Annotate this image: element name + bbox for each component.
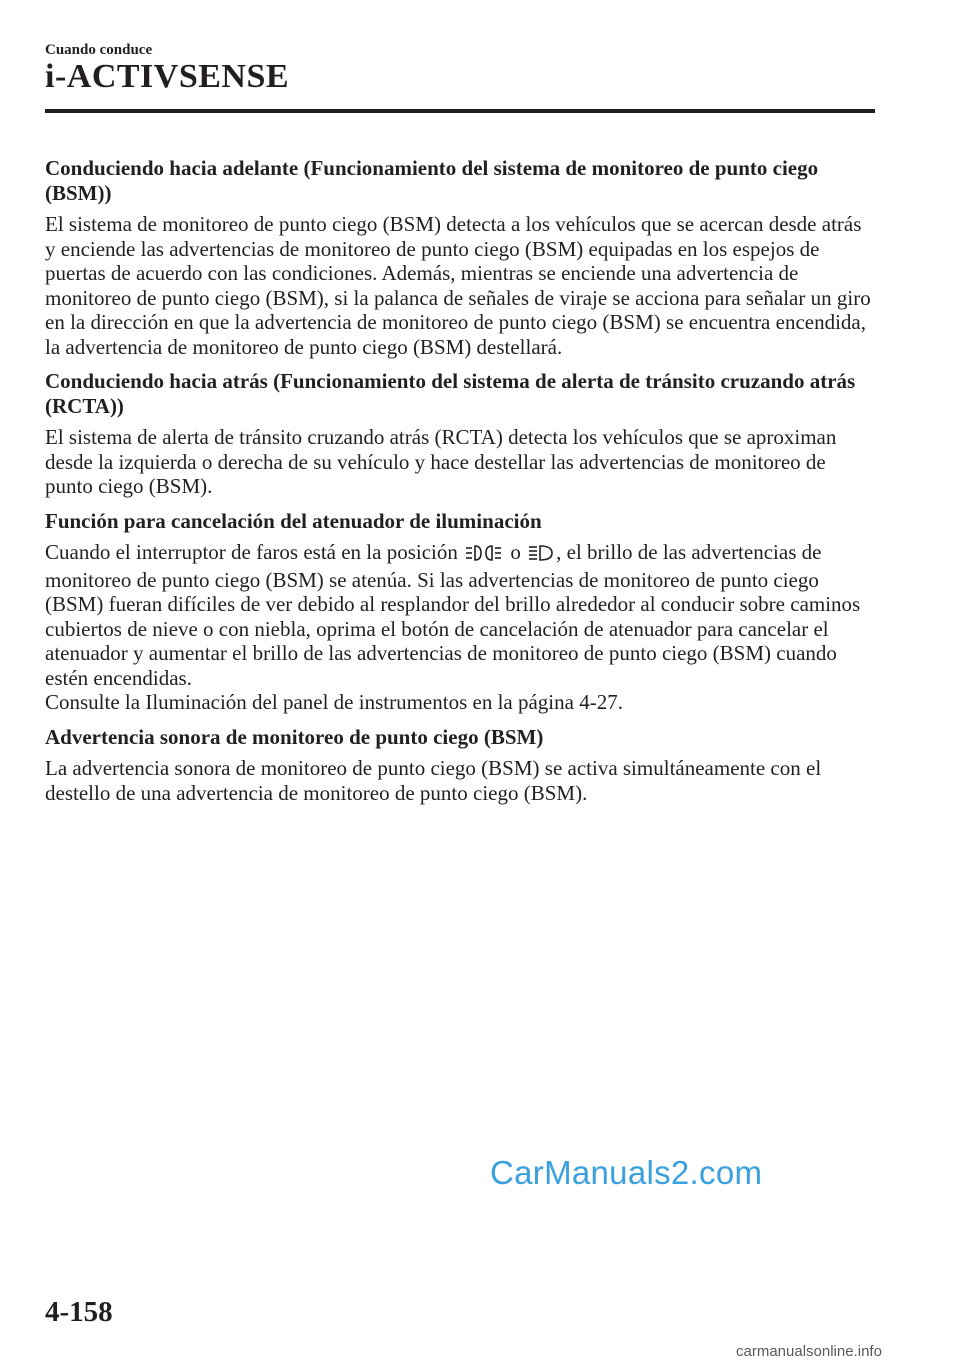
section-heading-reverse: Conduciendo hacia atrás (Funcionamiento del sistema de alerta de tránsito cruzando atrás (RCTA)) — [45, 369, 856, 418]
page-number: 4-158 — [45, 1296, 113, 1328]
page-reference: Consulte la Iluminación del panel de instrumentos en la página 4-27. — [45, 690, 623, 714]
section-heading-forward: Conduciendo hacia adelante (Funcionamiento del sistema de monitoreo de punto ciego (BSM)) — [45, 156, 819, 205]
section-label: Cuando conduce — [45, 42, 153, 58]
section-heading-dimmer: Función para cancelación del atenuador de iluminación — [45, 508, 542, 533]
parking-lights-icon — [465, 543, 503, 568]
icon-separator: o — [510, 540, 521, 564]
section-body-dimmer — [45, 540, 875, 690]
page-title: i-ACTIVSENSE — [45, 58, 290, 95]
document-body — [45, 156, 875, 815]
section-body-forward: El sistema de monitoreo de punto ciego (BSM) detecta a los vehículos que se acercan desde atrás y enciende las advertencias de monitoreo de punto ciego (BSM) equipadas en los espejos de puertas de acuerdo con las condiciones. Además, mientras se enciende una advertencia de monitoreo de punto ciego (BSM), si la palanca de señales de viraje se acciona para señalar un giro en la dirección en que la advertencia de monitoreo de punto ciego (BSM) se encuentra encendida, la advertencia de monitoreo de punto ciego (BSM) destellará. — [45, 212, 871, 359]
footer-site-link[interactable]: carmanualsonline.info — [736, 1343, 882, 1360]
dimmer-text-end: , el brillo de las advertencias de monitoreo de punto ciego (BSM) se atenúa. Si las advertencias de monitoreo de punto ciego (BSM) fueran difíciles de ver debido al resplandor del brillo alrededor al conducir sobre caminos cubiertos de nieve o con niebla, oprima el botón de cancelación de atenuador para cancelar el atenuador y aumentar el brillo de las advertencias de monitoreo de punto ciego (BSM) cuando estén encendidas. — [45, 540, 861, 690]
watermark: CarManuals2.com — [490, 1154, 763, 1191]
section-body-reverse: El sistema de alerta de tránsito cruzando atrás (RCTA) detecta los vehículos que se aproximan desde la izquierda o derecha de su vehículo y hace destellar las advertencias de monitoreo de punto ciego (BSM). — [45, 425, 837, 498]
section-heading-sound: Advertencia sonora de monitoreo de punto ciego (BSM) — [45, 724, 544, 749]
header-divider — [45, 109, 875, 113]
headlights-icon — [528, 543, 554, 568]
dimmer-text-start: Cuando el interruptor de faros está en la posición — [45, 540, 458, 564]
section-body-sound: La advertencia sonora de monitoreo de punto ciego (BSM) se activa simultáneamente con el destello de una advertencia de monitoreo de punto ciego (BSM). — [45, 756, 822, 805]
